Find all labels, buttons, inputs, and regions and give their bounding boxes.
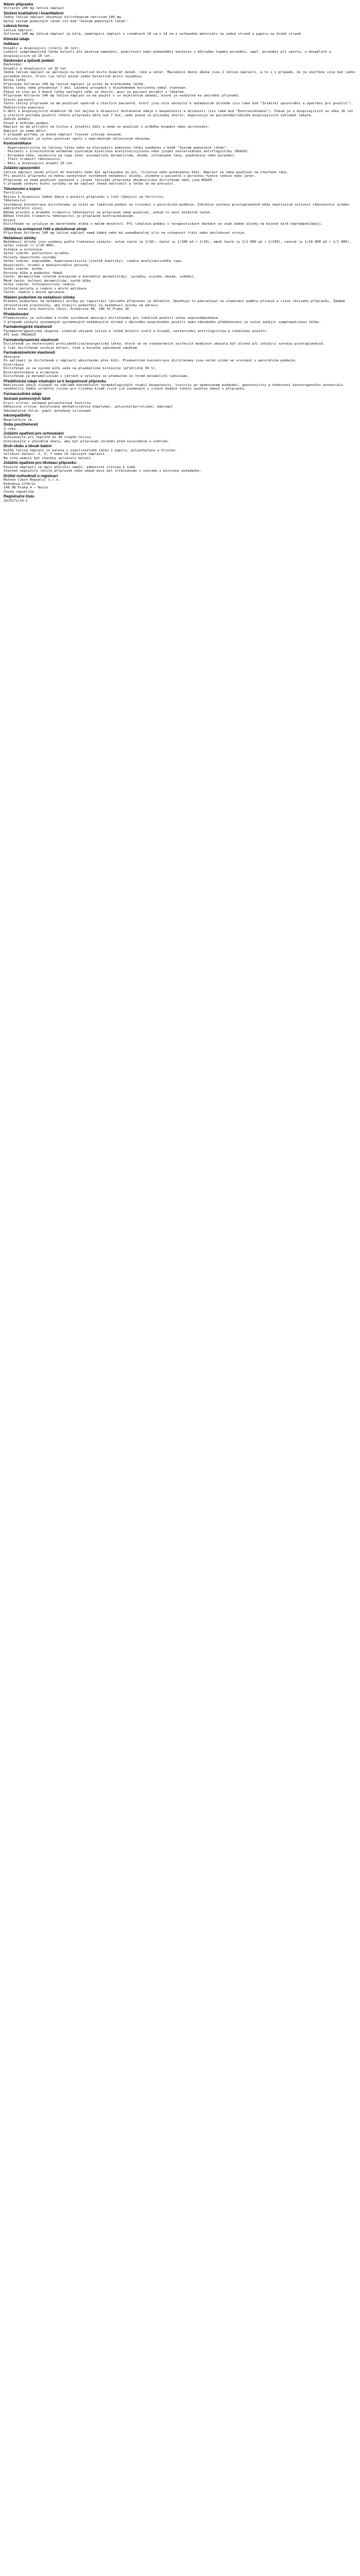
section-paragraph: Po aplikaci je diclofenak z náplasti absorbován přes kůži. Plazmatické koncentrace diclofenaku jsou velmi nízké ve srovnání s perorálním podáním. — [4, 359, 297, 363]
document-section — [4, 11, 356, 23]
section-title: Klinické údaje — [4, 37, 29, 41]
section-paragraph: Absorpce — [4, 355, 20, 359]
document-section — [4, 461, 356, 473]
section-paragraph: Uchovávejte při teplotě do 30 stupňů Celsia. — [4, 436, 93, 440]
section-paragraph: Jedna léčivá náplast se aplikuje na bolestivé místo dvakrát denně, ráno a večer. Maximální denní dávka jsou 2 léčivé náplasti, a to i v případě, že je ošetřeno více než jedno poraněné místo. Proto lze léčit pouze jedno bolestivé místo najednou. — [4, 71, 355, 79]
document-section — [4, 187, 356, 227]
document-section — [4, 37, 356, 41]
section-title: Nežádoucí účinky — [4, 236, 36, 240]
section-paragraph: Pokud se stav po 3 dnech léčby nezlepší nebo se zhorší, musí se pacient poradit s lékařem. — [4, 90, 186, 94]
section-paragraph: 29/0171/14-C — [4, 499, 28, 503]
section-paragraph: Systémová koncentrace diclofenaku je nižší po lokálním podání ve srovnání s perorálním podáním. Inhibice syntézy prostaglandinů může nepříznivě ovlivnit těhotenství a/nebo embryofetální vývoj. — [4, 203, 349, 211]
document-section — [4, 166, 356, 186]
section-paragraph: V případě potřeby je možné náplast fixovat síťovým obvazem. — [4, 133, 123, 137]
section-paragraph: Biotransformace a eliminace — [4, 370, 58, 375]
section-title: Zvláštní upozornění — [4, 166, 40, 171]
section-paragraph: Časté: reakce v místě aplikace. — [4, 291, 67, 295]
section-paragraph: Při použití přípravku se mohou vyskytnout systémové nežádoucí účinky, zejména u pacientů s poruchou funkce ledvin nebo jater. — [4, 174, 256, 179]
section-paragraph: Lokální symptomatická léčba bolesti při akutním namožení, podvrtnutí nebo pohmoždění končetin v důsledku tupého poranění, např. poranění při sportu, u dospělých a dospívajících od 16 let. — [4, 50, 331, 58]
section-paragraph: V případě výskytu významných systémových nežádoucích účinků v důsledku nesprávného použití nebo náhodného předávkování je nutné zahájit symptomatickou léčbu. — [4, 320, 321, 324]
section-paragraph: Přípravek Voltaren 140 mg léčivá náplast se má použít v co nejkratším období, které je nezbytné ke zmírnění příznaků. — [4, 94, 241, 98]
section-paragraph: U dětí a dospívajících mladších 16 let nejsou k dispozici dostatečné údaje o bezpečnosti a účinnosti (viz také bod "Kontraindikace"). Pokud je u dospívajících ve věku 16 let a starších potřeba použití tohoto přípravku déle než 7 dní, nebo pokud se příznaky zhorší, doporučuje se pacientům/rodičům dospívajících vyhledat lékaře. — [4, 110, 353, 117]
section-paragraph: Velmi vzácné: fotosenzitivní reakce. — [4, 283, 77, 287]
section-paragraph: Časté: dermatitida (včetně alergické a kontaktní dermatitidy), vyrážka, erytém, ekzém, svědění. — [4, 275, 196, 279]
section-paragraph: - Třetí trimestr těhotenství. — [4, 158, 62, 162]
section-paragraph: Diclofenak se vylučuje do mateřského mléka v malém množství. Při lokálním podání v terapeutických dávkách se však žádné účinky na kojené dítě nepředpokládají. — [4, 222, 323, 227]
section-paragraph: Úplný seznam pomocných látek viz bod "Seznam pomocných látek". — [4, 19, 129, 23]
section-paragraph: Velmi vzácné: angioedém, hypersenzitivita (včetně kopřivky), reakce anafylaktického typu. — [4, 260, 184, 264]
section-paragraph: Přípravek se nemá používat současně s jinými léčivými přípravky obsahujícími diclofenak nebo jiná NSAID. — [4, 178, 214, 182]
section-paragraph: - Děti a dospívající mladší 16 let. — [4, 161, 74, 165]
section-paragraph: Kojení — [4, 218, 16, 222]
document-section — [4, 236, 356, 295]
section-paragraph: Hvězdova 1734/2c — [4, 482, 36, 486]
document-section — [4, 338, 356, 350]
document-section — [4, 494, 356, 503]
section-title: Seznam pomocných látek — [4, 397, 51, 402]
section-title: Farmakokinetické vlastnosti — [4, 351, 55, 355]
section-paragraph: Pediatrická populace — [4, 105, 44, 110]
section-paragraph: Velmi vzácné: astma. — [4, 267, 44, 272]
section-title: Doba použitelnosti — [4, 423, 38, 427]
section-paragraph: Přípravek Voltaren 140 mg léčivá náplast nemá žádný nebo má zanedbatelný vliv na schopnost řídit nebo obsluhovat stroje. — [4, 231, 247, 236]
section-paragraph: - Poraněná kůže, nezávisle na typu léze: exsudativní dermatitida, ekzém, infikované léze, popáleniny nebo poranění. — [4, 153, 236, 158]
document-section — [4, 24, 356, 36]
section-paragraph: Léčivá náplast. — [4, 28, 34, 32]
section-paragraph: Státní ústav pro kontrolu léčiv, Šrobárova 48, 100 41 Praha 10 — [4, 307, 129, 312]
section-paragraph: Haleon Czech Republic s.r.o. — [4, 478, 61, 482]
section-title: Zvláštní opatření pro likvidaci přípravku — [4, 461, 77, 466]
section-paragraph: - Hypersenzitivita na léčivou látku nebo na kteroukoli pomocnou látku uvedenou v bodě "Seznam pomocných látek". — [4, 146, 228, 150]
section-paragraph: ATC kód: M02AA15 — [4, 333, 36, 337]
document-section — [4, 392, 356, 396]
document-section — [4, 2, 356, 11]
section-paragraph: Odnímatelná fólie: papír potažený silikonem — [4, 409, 91, 413]
section-paragraph: Nejsou k dispozici žádné údaje o použití přípravku u lidí týkající se fertility. — [4, 195, 166, 199]
document-section — [4, 325, 356, 337]
section-paragraph: Během třetího trimestru těhotenství je přípravek kontraindikován. — [4, 215, 135, 219]
document-section — [4, 227, 356, 236]
section-paragraph: Způsob podání — [4, 117, 30, 122]
section-paragraph: Jedna léčivá náplast obsahuje diclofenacum natricum 140 mg. — [4, 16, 123, 20]
section-title: Dávkování a způsob podání — [4, 59, 55, 64]
section-title: Předklinické údaje vztahující se k bezpečnosti přípravku — [4, 379, 106, 384]
section-paragraph: Diclofenak je nesteroidní protizánětlivá/analgetická látka, která se ve standardních zvířecích modelech ukázala být účinná při inhibici syntézy prostaglandinů. — [4, 342, 325, 346]
section-paragraph: V případě výskytu kožní vyrážky se má náplast ihned odstranit a léčba se má přerušit. — [4, 182, 176, 186]
section-paragraph: Distribuce — [4, 363, 24, 367]
section-paragraph: 3 roky. — [4, 427, 18, 431]
section-title: Předávkování — [4, 312, 29, 316]
section-paragraph: Infekce a infestace — [4, 248, 42, 252]
section-paragraph: Farmakoterapeutická skupina: Lokálně užívaná léčiva k léčbě bolestí svalů a kloubů, nesteroidní antiflogistika k lokálnímu použití. — [4, 329, 269, 333]
section-paragraph: Krycí vrstva: netkaná polyesterová textilie — [4, 401, 91, 405]
section-title: Složení kvalitativní i kvantitativní — [4, 11, 64, 16]
section-title: Kontraindikace — [4, 141, 32, 146]
section-paragraph: Během prvního a druhého trimestru těhotenství se přípravek nemá používat, pokud to není nezbytně nutné. — [4, 210, 212, 215]
section-paragraph: Starší pacienti — [4, 98, 34, 102]
document-section — [4, 42, 356, 58]
document-section — [4, 414, 356, 422]
document-section — [4, 397, 356, 413]
document-section — [4, 379, 356, 391]
section-title: Farmaceutické údaje — [4, 391, 42, 396]
section-paragraph: Léčivá náplast nesmí přijít do kontaktu nebo být aplikována na oči, sliznice nebo poškozenou kůži. Náplast se nemá používat na otevřené rány. — [4, 170, 289, 174]
section-paragraph: Neuplatňuje se. — [4, 418, 34, 422]
document-section — [4, 423, 356, 431]
document-section — [4, 312, 356, 324]
section-paragraph: Na trhu nemusí být všechny velikosti balení. — [4, 456, 93, 460]
document-page — [0, 0, 360, 503]
section-paragraph: Česká republika — [4, 490, 34, 494]
section-paragraph: Celkové poruchy a reakce v místě aplikace — [4, 286, 87, 291]
section-paragraph: Diclofenak je metabolizován v játrech a vylučuje se především ve formě metabolitů ledvinami. — [4, 375, 190, 378]
section-paragraph: Fertilita — [4, 191, 22, 195]
section-title: Držitel rozhodnutí o registraci — [4, 473, 58, 478]
section-title: Inkompatibility — [4, 414, 31, 418]
section-paragraph: Těhotenství — [4, 199, 26, 203]
section-title: Účinky na schopnost řídit a obsluhovat stroje — [4, 227, 87, 231]
section-paragraph: Dospělí a dospívající (starší 16 let): — [4, 46, 80, 50]
section-paragraph: - Pacienti s bronchiálním astmatem vyvolaným kyselinou acetylsalicylovou nebo jinými nesteroidními antiflogistiky (NSAID). — [4, 150, 250, 154]
document-section — [4, 295, 356, 312]
document-section — [4, 59, 356, 141]
section-paragraph: Dávkování — [4, 63, 22, 67]
section-paragraph: Dospělí a dospívající od 16 let — [4, 67, 67, 71]
section-paragraph: Velmi vzácné: pustulózní vyrážka. — [4, 252, 71, 256]
document-section — [4, 432, 356, 444]
section-title: Farmakologické vlastnosti — [4, 325, 52, 330]
section-title: Registrační číslo — [4, 494, 35, 499]
section-paragraph: Poruchy kůže a podkožní tkáně — [4, 271, 62, 275]
document-section — [4, 351, 356, 378]
section-paragraph: Pouze k kožnímu podání. — [4, 121, 50, 125]
section-title: Zvláštní opatření pro uchovávání — [4, 432, 64, 436]
document-section — [4, 444, 356, 460]
section-paragraph: Léčivou náplast je nutno používat spolu s neprodyšným okluzivním obvazem. — [4, 137, 151, 141]
section-title: Název přípravku — [4, 2, 34, 7]
section-paragraph: Voltaren 140 mg léčivá náplast — [4, 7, 65, 11]
section-paragraph: Neklinické údaje získané na základě konvenčních farmakologických studií bezpečnosti, toxicity po opakovaném podávání, genotoxicity a hodnocení kancerogenního potenciálu neodhalily žádné zvláštní riziko pro člověka kromě rizik již uvedených v jiných bodech tohoto souhrnu údajů o přípravku. — [4, 383, 343, 391]
section-title: Indikace — [4, 42, 19, 47]
section-paragraph: U lidí diclofenak snižuje bolest, otok a horečku způsobené zánětem. — [4, 346, 139, 350]
section-paragraph: Předávkování je vzhledem k nízké systémové absorpci diclofenaku při lokálním použití velmi nepravděpodobné. — [4, 316, 220, 321]
section-paragraph: Každá léčivá náplast je balena v uzavíratelném sáčku z papíru, polyethylenu a hliníku. — [4, 448, 178, 453]
section-paragraph: Náplast se nemá dělit. — [4, 129, 49, 133]
section-title: Druh obalu a obsah balení — [4, 444, 52, 449]
section-title: Hlášení podezření na nežádoucí účinky — [4, 295, 75, 300]
section-paragraph: 140 00 Praha 4 – Nusle — [4, 486, 49, 490]
section-paragraph: Všechen nepoužitý léčivý přípravek nebo odpad musí být zlikvidován v souladu s místními požadavky. — [4, 469, 202, 473]
section-paragraph: Uchovávejte v původním obalu, aby byl přípravek chráněn před vysycháním a světlem. — [4, 439, 170, 444]
section-paragraph: Použité náplasti se mají přeložit napůl, adhezivní vrstvou k sobě. — [4, 465, 137, 469]
section-paragraph: Délka léčby nemá přesáhnout 7 dní. Léčebný prospěch v dlouhodobém horizontu nebyl stanoven. — [4, 86, 188, 91]
document-section — [4, 141, 356, 165]
section-paragraph: Hlášení podezření na nežádoucí účinky po registraci léčivého přípravku je důležité. Umožňuje to pokračovat ve sledování poměru přínosů a rizik léčivého přípravku. Žádáme zdravotnické pracovníky, aby hlásili podezření na nežádoucí účinky na adresu: — [4, 300, 346, 307]
section-paragraph: Adhezivní vrstva: butylovaný methakrylátový kopolymer, polyvinylpyrrolidon, makrogol — [4, 405, 173, 409]
document-section — [4, 474, 356, 494]
section-paragraph: Respirační, hrudní a mediastinální poruchy — [4, 263, 89, 267]
section-paragraph: Poruchy imunitního systému — [4, 255, 56, 260]
section-paragraph: Délka léčby — [4, 79, 26, 83]
section-paragraph: Voltaren 140 mg léčivá náplast je bílá, samolepicí náplast o rozměrech 10 cm x 14 cm z netkaného materiálu na jedné straně a papíru na druhé straně. — [4, 32, 303, 37]
section-paragraph: Přípravek Voltaren 140 mg léčivá náplast je určen ke krátkodobé léčbě. — [4, 82, 145, 86]
section-paragraph: Nežádoucí účinky jsou uvedeny podle frekvence výskytu: velmi časté (≥ 1/10), časté (≥ 1/100 až < 1/10), méně časté (≥ 1/1 000 až < 1/100), vzácné (≥ 1/10 000 až < 1/1 000), velmi vzácné (< 1/10 000). — [4, 240, 352, 248]
section-paragraph: Velikost balení: 2, 5, 7 nebo 10 léčivých náplastí. — [4, 453, 107, 457]
section-paragraph: Méně časté: bulózní dermatitida, suchá kůže. — [4, 279, 93, 283]
section-paragraph: Diclofenak se ve vysoké míře váže na plazmatické bílkoviny (přibližně 99 %). — [4, 367, 157, 370]
section-paragraph: Tento léčivý přípravek se má používat opatrně u starších pacientů, kteří jsou více náchylní k nežádoucím účinkům (viz také bod "Zvláštní upozornění a opatření pro použití"). — [4, 102, 353, 106]
section-title: Těhotenství a kojení — [4, 186, 41, 191]
section-title: Farmakodynamické vlastnosti — [4, 337, 59, 342]
section-paragraph: Náplast se má přiložit na čistou a intaktní kůži a nemá se používat v průběhu koupání nebo sprchování. — [4, 125, 210, 129]
section-title: Léková forma — [4, 24, 29, 29]
